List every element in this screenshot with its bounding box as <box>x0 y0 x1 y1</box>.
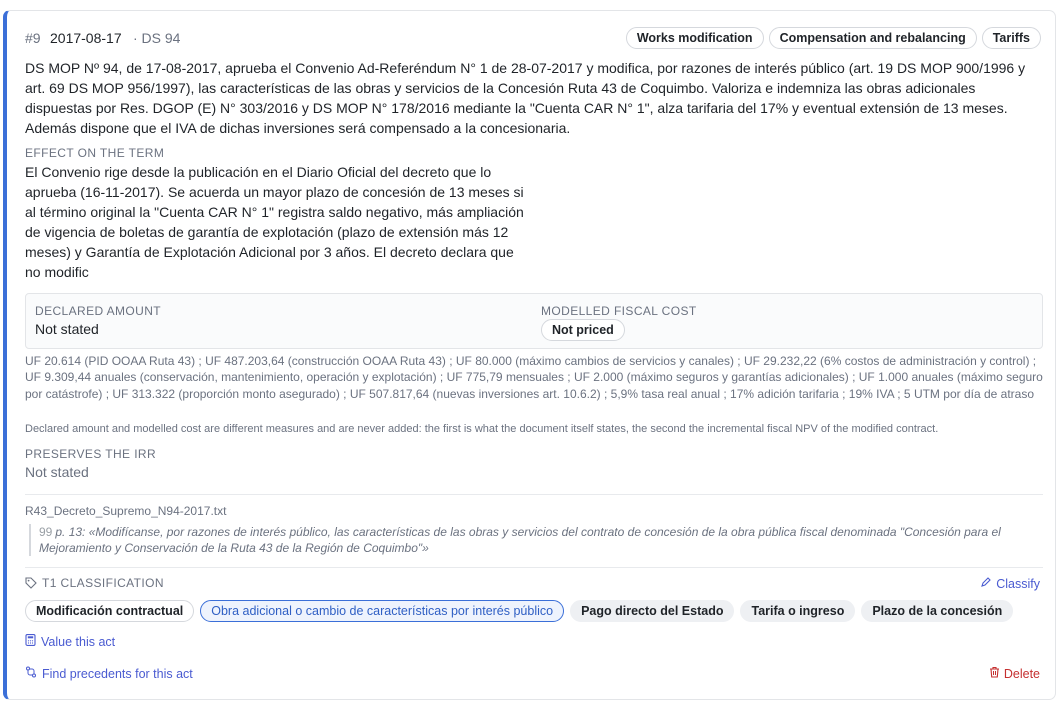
find-precedents-link[interactable] <box>25 666 193 681</box>
effect-label: EFFECT ON THE TERM <box>25 146 165 160</box>
act-ds-reference: · DS 94 <box>133 30 181 46</box>
source-file[interactable]: R43_Decreto_Supremo_N94-2017.txt <box>25 504 227 518</box>
tag-compensation-rebalancing[interactable]: Compensation and rebalancing <box>769 27 977 49</box>
tag-tariffs[interactable]: Tariffs <box>982 27 1041 49</box>
calculator-icon <box>25 634 36 649</box>
irr-label: PRESERVES THE IRR <box>25 447 157 461</box>
git-compare-icon <box>25 666 37 681</box>
modelled-cost-label: MODELLED FISCAL COST <box>541 304 697 318</box>
act-card <box>3 10 1056 700</box>
pencil-icon <box>980 576 992 591</box>
delete-button[interactable] <box>989 666 1040 681</box>
source-quote <box>29 524 1045 556</box>
quote-text: p. 13: «Modifícanse, por razones de interés público, las características de las obras y servicios del contrato de concesión de la obra pública fiscal denominada "Concesión para el Mejoramiento y Conservación de la Ruta 43 de la Región de Coquimbo"» <box>39 525 1001 555</box>
declared-amount-label: DECLARED AMOUNT <box>35 304 162 318</box>
classify-label: Classify <box>996 576 1040 591</box>
value-act-link[interactable] <box>25 634 115 649</box>
act-header <box>25 30 1041 52</box>
chip-tarifa-ingreso[interactable]: Tarifa o ingreso <box>740 600 855 622</box>
divider <box>25 567 1043 568</box>
classify-button[interactable] <box>980 576 1040 591</box>
modelled-cost-badge: Not priced <box>541 319 625 341</box>
amounts-panel <box>25 293 1043 349</box>
effect-text: El Convenio rige desde la publicación en el Diario Oficial del decreto que lo aprueba (16-11-2017). Se acuerda un mayor plazo de concesión de 13 meses si al término original la "Cuenta CAR N° 1" registra saldo negativo, más ampliación de vigencia de boletas de garantía de explotación (plazo de extensión más 12 meses) y Garantía de Explotación Adicional por 3 años. El decreto declara que no modific <box>25 164 524 280</box>
amounts-disclaimer: Declared amount and modelled cost are different measures and are never added: the first is what the document itself states, the second the incremental fiscal NPV of the modified contract. <box>25 423 939 435</box>
uf-amounts: UF 20.614 (PID OOAA Ruta 43) ; UF 487.203,64 (construcción OOAA Ruta 43) ; UF 80.000 (máximo cambios de servicios y canales) ; UF 29.232,22 (6% costos de administración y control) ; UF 9.309,44 anuales (conservación, mantenimiento, operación y explotación) ; UF 775,79 mensuales ; UF 2.000 (máximo seguros y garantías adicionales) ; UF 1.000 anuales (máximo seguro por catástrofe) ; UF 313.322 (proporción monto asegurado) ; UF 507.817,64 (nuevas inversiones art. 10.6.2) ; 5,9% tasa real anual ; 17% adición tarifaria ; 19% IVA ; 5 UTM por día de atraso <box>25 354 1043 401</box>
find-precedents-label: Find precedents for this act <box>42 666 193 681</box>
tag-works-modification[interactable]: Works modification <box>626 27 764 49</box>
declared-amount-value: Not stated <box>35 321 99 337</box>
delete-label: Delete <box>1003 666 1040 681</box>
classification-chips <box>25 600 1013 622</box>
act-tags <box>626 27 1041 49</box>
chip-modificacion-contractual[interactable]: Modificación contractual <box>25 600 194 622</box>
value-act-label: Value this act <box>41 634 116 649</box>
chip-obra-adicional[interactable]: Obra adicional o cambio de características por interés público <box>200 600 564 622</box>
irr-value: Not stated <box>25 464 89 480</box>
act-date: 2017-08-17 <box>50 30 122 46</box>
trash-icon <box>989 666 1000 681</box>
t1-classification-header <box>25 576 164 590</box>
divider <box>25 494 1043 495</box>
quote-icon: 99 <box>39 525 53 539</box>
act-summary: DS MOP Nº 94, de 17-08-2017, aprueba el Convenio Ad-Referéndum N° 1 de 28-07-2017 y modifica, por razones de interés público (art. 19 DS MOP 900/1996 y art. 69 DS MOP 956/1997), las características de las obras y servicios de la Concesión Ruta 43 de Coquimbo. Valoriza e indemniza las obras adicionales dispuestas por Res. DGOP (E) N° 303/2016 y DS MOP N° 178/2016 mediante la "Cuenta CAR N° 1", alza tarifaria del 17% y eventual extensión de 13 meses. Además dispone que el IVA de dichas inversiones será compensado a la concesionaria. <box>25 60 1026 136</box>
chip-pago-directo[interactable]: Pago directo del Estado <box>570 600 734 622</box>
chip-plazo-concesion[interactable]: Plazo de la concesión <box>861 600 1013 622</box>
t1-classification-label: T1 CLASSIFICATION <box>42 576 164 590</box>
tag-icon <box>25 577 37 589</box>
act-number: #9 <box>25 30 41 46</box>
